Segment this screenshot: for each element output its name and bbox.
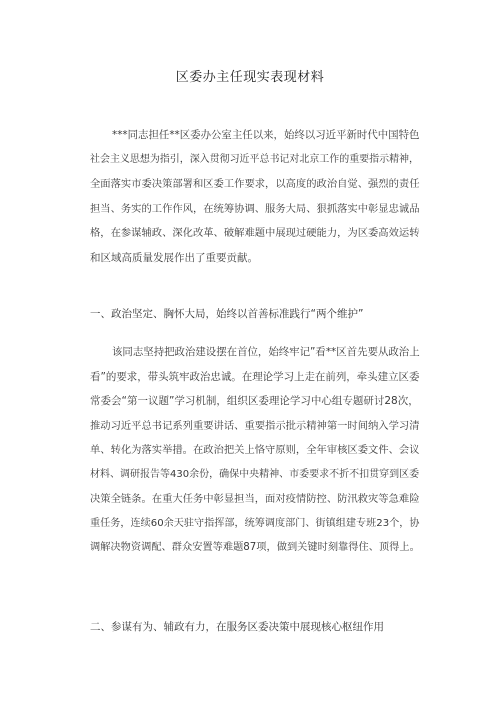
section-heading-1: 一、政治坚定、胸怀大局，始终以首善标准践行“两个维护” — [90, 308, 364, 320]
intro-line: 和区域高质量发展作出了重要贡献。 — [90, 251, 258, 264]
section1-line: 调解决物资调配、群众安置等难题87项，做到关键时刻靠得住、顶得上。 — [90, 542, 420, 553]
section1-paragraph — [90, 340, 420, 561]
section-heading-2: 二、参谋有为、辅政有力，在服务区委决策中展现核心枢纽作用 — [90, 621, 384, 633]
intro-line: 全面落实市委决策部署和区委工作要求，以高度的政治自觉、强烈的责任 — [90, 178, 420, 190]
intro-paragraph — [90, 123, 420, 270]
intro-line: 格，在参谋辅政、深化改革、破解难题中展现过硬能力，为区委高效运转 — [90, 227, 420, 239]
section1-line: 推动习近平总书记系列重要讲话、重要指示批示精神第一时间纳入学习清 — [90, 419, 420, 432]
section1-line: 看”的要求，带头筑牢政治忠诚。在理论学习上走在前列，牵头建立区委 — [90, 370, 420, 383]
section1-line: 常委会“第一议题”学习机制，组织区委理论学习中心组专题研讨28次， — [90, 395, 419, 407]
section1-line: 重任务，连续60余天驻守指挥部，统筹调度部门、街镇组建专班23个，协 — [90, 517, 420, 529]
section1-line: 单、转化为落实举措。在政治把关上恪守原则，全年审核区委文件、会议 — [90, 444, 420, 456]
intro-line: 担当、务实的工作作风，在统筹协调、服务大局、狠抓落实中彰显忠诚品 — [90, 202, 420, 215]
document-title: 区委办主任现实表现材料 — [175, 70, 325, 85]
section1-line: 决策全链条。在重大任务中彰显担当，面对疫情防控、防汛救灾等急难险 — [90, 493, 420, 505]
section1-line: 该同志坚持把政治建设摆在首位，始终牢记”看**区首先要从政治上 — [112, 346, 420, 358]
intro-line: 社会主义思想为指引，深入贯彻习近平总书记对北京工作的重要指示精神， — [90, 153, 419, 165]
section1-line: 材料、调研报告等430余份，确保中央精神、市委要求不折不扣贯穿到区委 — [90, 468, 420, 480]
intro-line: ***同志担任**区委办公室主任以来，始终以习近平新时代中国特色 — [112, 129, 420, 141]
